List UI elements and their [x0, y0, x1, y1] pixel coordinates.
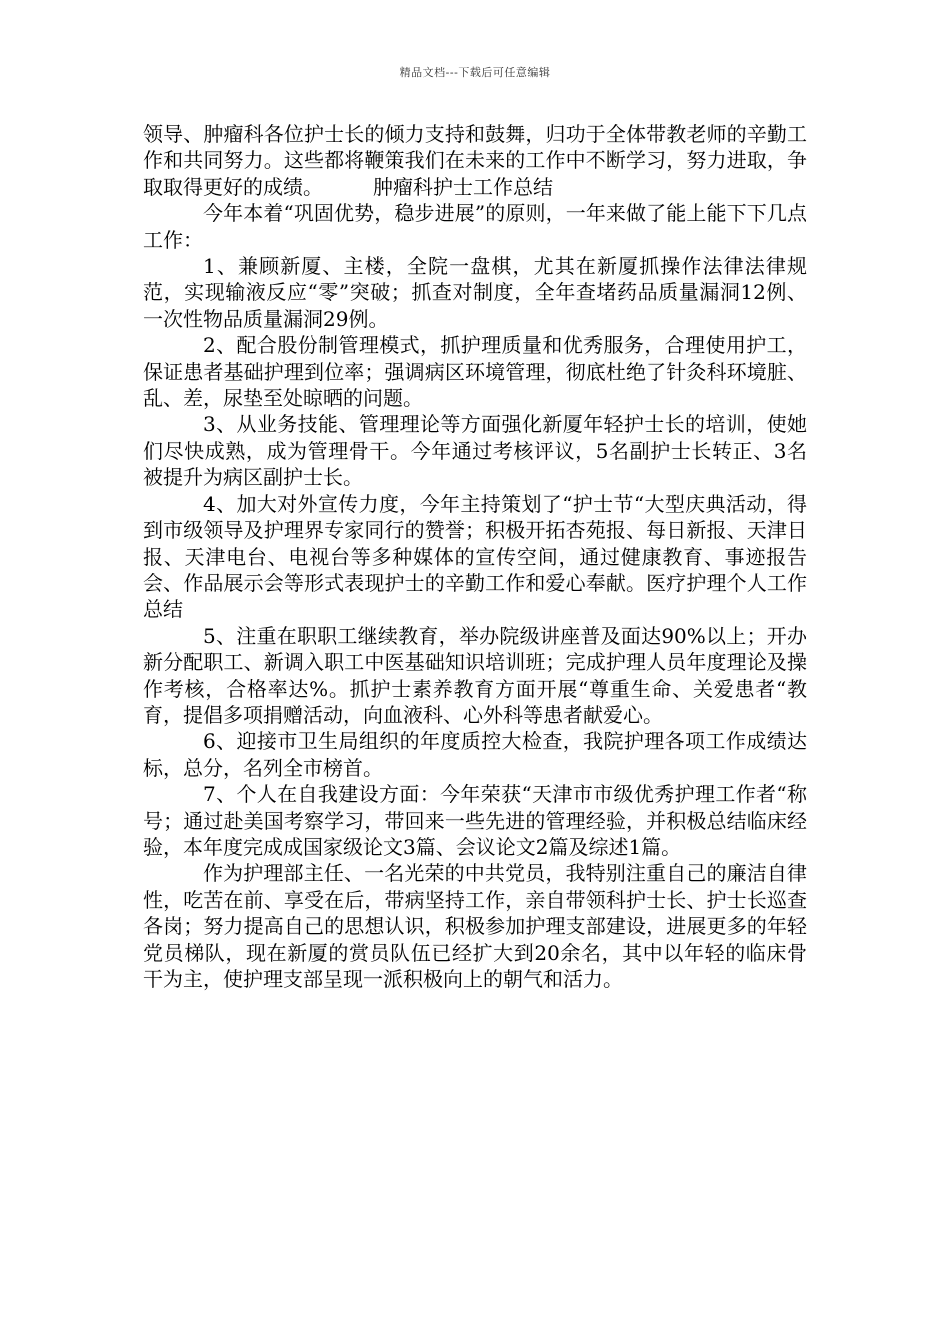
paragraph-conclusion: 作为护理部主任、一名光荣的中共党员，我特别注重自己的廉洁自律性，吃苦在前、享受在后，带病坚持工作，亲自带领科护士长、护士长巡查各岗；努力提高自己的思想认识，积极参加护理支部建设，进展更多的年轻党员梯队，现在新厦的赏员队伍已经扩大到20余名，其中以年轻的临床骨干为主，使护理支部呈现一派积极向上的朝气和活力。	[143, 861, 807, 991]
paragraph-intro: 领导、肿瘤科各位护士长的倾力支持和鼓舞，归功于全体带教老师的辛勤工作和共同努力。这些都将鞭策我们在未来的工作中不断学习，努力进取，争取取得更好的成绩。 肿瘤科护士工作总结	[143, 122, 807, 199]
paragraph-item-1: 1、兼顾新厦、主楼，全院一盘棋，尤其在新厦抓操作法律法律规范，实现输液反应“零”突破；抓查对制度，全年查堵药品质量漏洞12例、一次性物品质量漏洞29例。	[143, 254, 807, 331]
paragraph-item-5: 5、注重在职职工继续教育，举办院级讲座普及面达90%以上；开办新分配职工、新调入职工中医基础知识培训班；完成护理人员年度理论及操作考核，合格率达%。抓护士素养教育方面开展“尊重生命、关爱患者“教育，提倡多项捐赠活动，向血液科、心外科等患者献爱心。	[143, 623, 807, 727]
paragraph-item-7: 7、个人在自我建设方面：今年荣获“天津市市级优秀护理工作者“称号；通过赴美国考察学习，带回来一些先进的管理经验，并积极总结临床经验，本年度完成成国家级论文3篇、会议论文2篇及综述1篇。	[143, 782, 807, 859]
paragraph-item-6: 6、迎接市卫生局组织的年度质控大检查，我院护理各项工作成绩达标，总分，名列全市榜首。	[143, 729, 807, 780]
document-body	[143, 121, 807, 992]
paragraph-item-4: 4、加大对外宣传力度，今年主持策划了“护士节“大型庆典活动，得到市级领导及护理界专家同行的赞誉；积极开拓杏苑报、每日新报、天津日报、天津电台、电视台等多种媒体的宣传空间，通过健康教育、事迹报告会、作品展示会等形式表现护士的辛勤工作和爱心奉献。医疗护理个人工作总结	[143, 491, 807, 622]
paragraph-principle: 今年本着“巩固优势，稳步进展”的原则，一年来做了能上能下下几点工作：	[143, 201, 807, 252]
paragraph-item-3: 3、从业务技能、管理理论等方面强化新厦年轻护士长的培训，使她们尽快成熟，成为管理骨干。今年通过考核评议，5名副护士长转正、3名被提升为病区副护士长。	[143, 412, 807, 490]
page-header: 精品文档---下载后可任意编辑	[399, 66, 551, 79]
paragraph-item-2: 2、配合股份制管理模式，抓护理质量和优秀服务，合理使用护工，保证患者基础护理到位率；强调病区环境管理，彻底杜绝了针灸科环境脏、乱、差，尿垫至处晾晒的问题。	[143, 333, 807, 411]
